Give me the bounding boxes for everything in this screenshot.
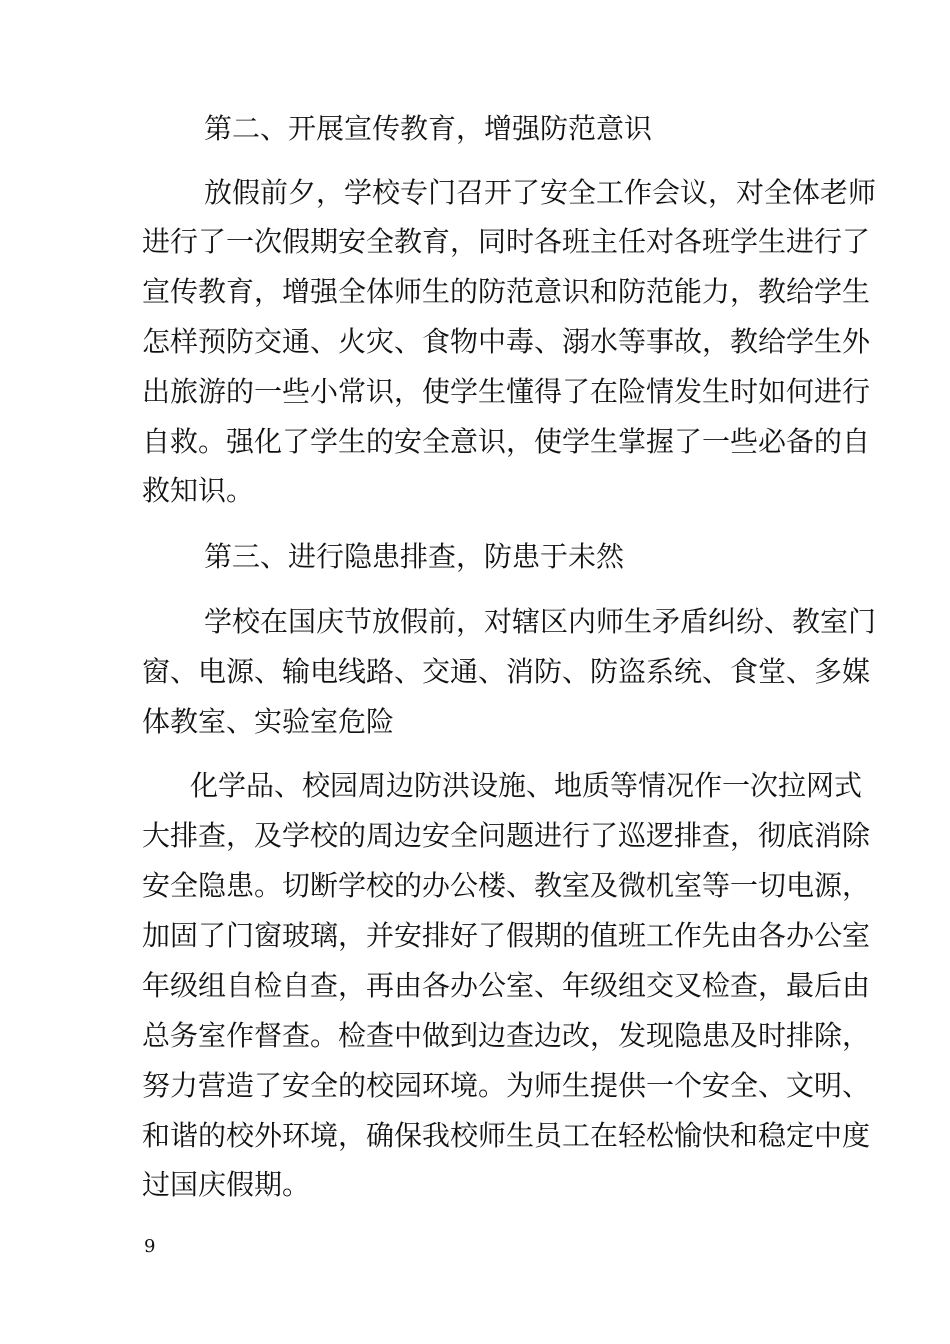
paragraph-line: 进行了一次假期安全教育，同时各班主任对各班学生进行了: [142, 225, 871, 258]
paragraph-line: 加固了门窗玻璃，并安排好了假期的值班工作先由各办公室: [142, 919, 871, 952]
paragraph-line: 努力营造了安全的校园环境。为师生提供一个安全、文明、: [142, 1069, 871, 1102]
paragraph-line: 自救。强化了学生的安全意识，使学生掌握了一些必备的自: [142, 425, 871, 458]
paragraph-line: 年级组自检自查，再由各办公室、年级组交叉检查，最后由: [142, 969, 871, 1002]
paragraph-line: 救知识。: [142, 474, 255, 507]
paragraph-line: 安全隐患。切断学校的办公楼、教室及微机室等一切电源，: [142, 869, 871, 902]
section-heading-2: 第二、开展宣传教育，增强防范意识: [204, 112, 653, 145]
section-heading-3: 第三、进行隐患排查，防患于未然: [204, 540, 625, 573]
paragraph-line: 学校在国庆节放假前，对辖区内师生矛盾纠纷、教室门: [204, 605, 877, 638]
paragraph-line: 出旅游的一些小常识，使学生懂得了在险情发生时如何进行: [142, 375, 871, 408]
page-number: 9: [144, 1236, 156, 1257]
paragraph-line: 和谐的校外环境，确保我校师生员工在轻松愉快和稳定中度: [142, 1119, 871, 1152]
paragraph-line: 放假前夕，学校专门召开了安全工作会议，对全体老师: [204, 176, 877, 209]
paragraph-line: 总务室作督查。检查中做到边查边改，发现隐患及时排除，: [142, 1019, 871, 1052]
paragraph-line: 大排查，及学校的周边安全问题进行了巡逻排查，彻底消除: [142, 819, 871, 852]
paragraph-line: 窗、电源、输电线路、交通、消防、防盗系统、食堂、多媒: [142, 655, 871, 688]
paragraph-line: 化学品、校园周边防洪设施、地质等情况作一次拉网式: [190, 769, 863, 802]
paragraph-line: 体教室、实验室危险: [142, 705, 395, 738]
paragraph-line: 宣传教育，增强全体师生的防范意识和防范能力，教给学生: [142, 275, 871, 308]
paragraph-line: 过国庆假期。: [142, 1168, 311, 1201]
paragraph-line: 怎样预防交通、火灾、食物中毒、溺水等事故，教给学生外: [142, 325, 871, 358]
